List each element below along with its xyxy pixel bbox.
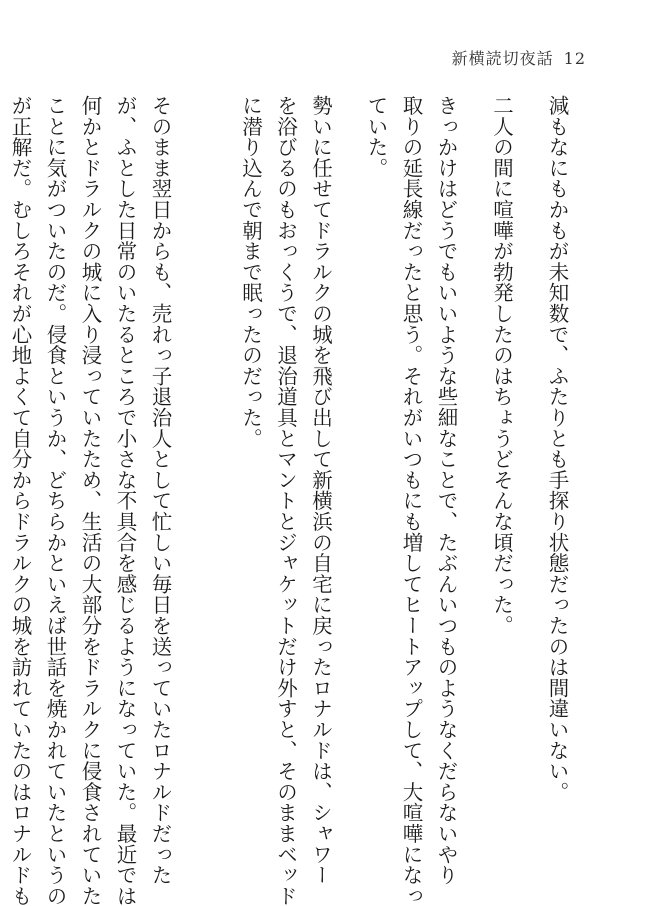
text-line: が正解だ。むしろそれが心地よくて自分からドラルクの城を訪れていたのはロナルドも xyxy=(8,95,32,906)
page-number: 12 xyxy=(563,49,586,68)
text-line: 二人の間に喧嘩が勃発したのはちょうどそんな頃だった。 xyxy=(489,95,514,636)
text-line: きっかけはどうでもいいような些細なことで、たぶんいつものようなくだらないやり xyxy=(434,95,458,886)
chapter-title: 新横読切夜話 xyxy=(451,49,554,68)
text-line: 勢いに任せてドラルクの城を飛び出して新横浜の自宅に戻ったロナルドは、シャワー xyxy=(308,95,333,886)
text-line: 減もなにもかもが未知数で、ふたりとも手探り状態だったのは間違いない。 xyxy=(545,95,569,803)
text-line: ことに気がついたのだ。侵食というか、どちらかといえば世話を焼かれていたというの xyxy=(43,95,67,906)
text-line: に潜り込んで朝まで眠ったのだった。 xyxy=(238,95,263,449)
vertical-body-text xyxy=(2,95,574,906)
text-line: が、ふとした日常のいたるところで小さな不具合を感じるようになっていた。最近では xyxy=(113,95,137,906)
running-header xyxy=(452,46,586,69)
text-line: を浴びるのもおっくうで、退治道具とマントとジャケットだけ外すと、そのままベッド xyxy=(273,95,298,906)
text-line: 何かとドラルクの城に入り浸っていたため、生活の大部分をドラルクに侵食されていた xyxy=(78,95,102,906)
text-line: ていた。 xyxy=(364,95,388,179)
text-line: 取りの延長線だったと思う。それがいつもにも増してヒートアップして、大喧嘩になっ xyxy=(399,95,423,906)
section-break xyxy=(198,95,233,855)
text-line: そのまま翌日からも、売れっ子退治人として忙しい毎日を送っていたロナルドだった xyxy=(148,95,172,886)
